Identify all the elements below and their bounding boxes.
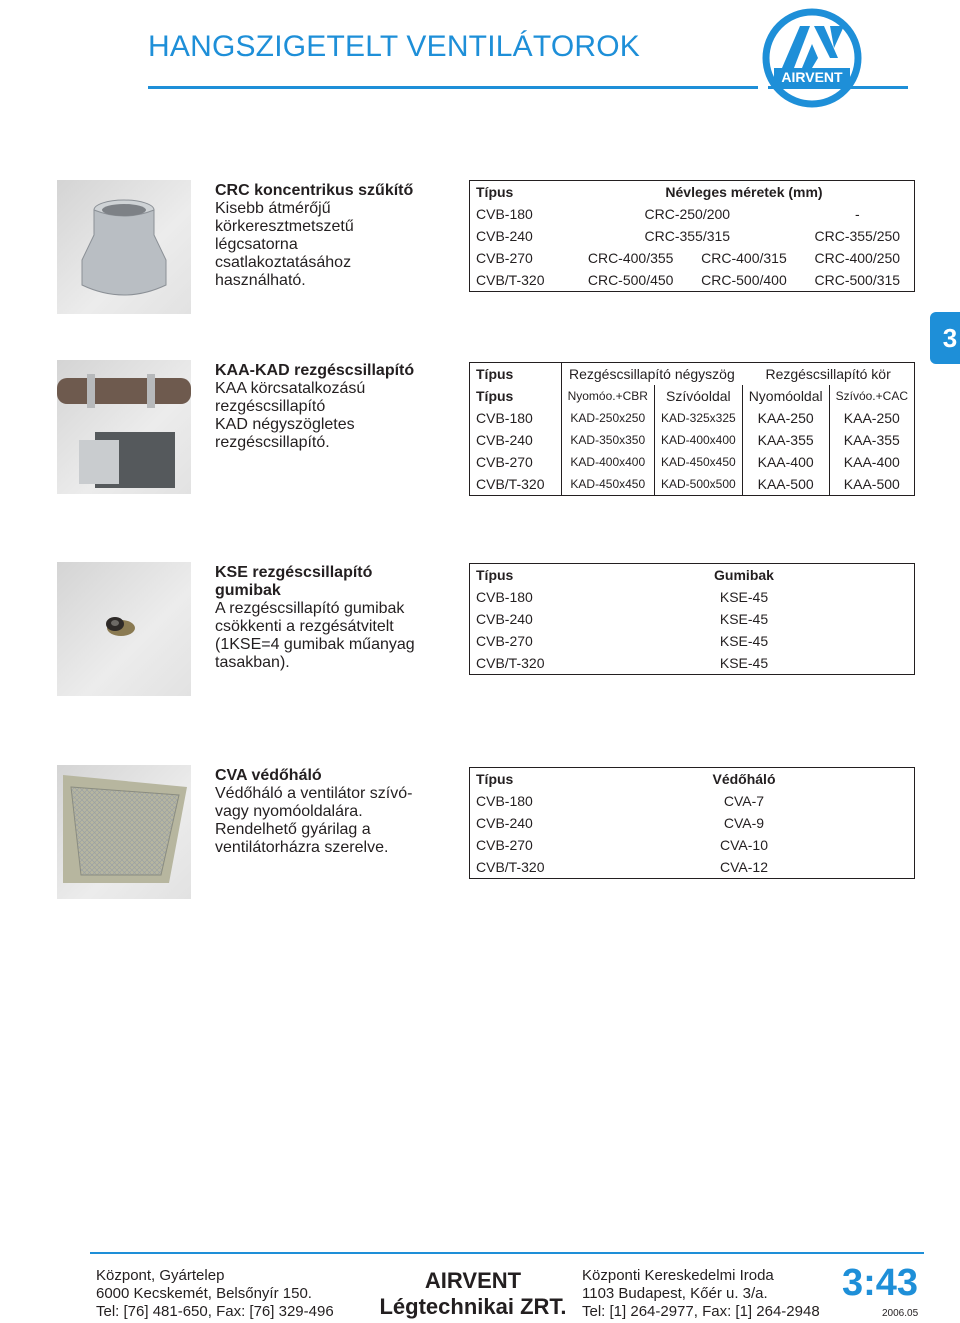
cva-title: CVA védőháló xyxy=(215,767,322,784)
column-header: Névleges méretek (mm) xyxy=(665,184,823,200)
kse-desc-line: A rezgéscsillapító gumibak xyxy=(215,600,405,617)
kaa-kad-product-photo xyxy=(57,360,191,494)
column-header: Rezgéscsillapító négyszög xyxy=(561,363,742,386)
table-cell: CVA-7 xyxy=(723,793,765,809)
table-cell: KAA-500 xyxy=(829,473,914,496)
cva-product-photo xyxy=(57,765,191,899)
table-cell: KSE-45 xyxy=(719,633,769,649)
airvent-logo xyxy=(760,6,864,110)
cva-desc-line: vagy nyomóoldalára. xyxy=(215,803,363,820)
table-header-row xyxy=(470,768,915,791)
damper-icon xyxy=(57,360,191,494)
kaa-kad-desc-line: KAA körcsatalkozású xyxy=(215,380,366,397)
kse-description xyxy=(215,564,415,672)
table-cell: CVB-270 xyxy=(476,250,533,266)
column-header: Típus xyxy=(476,366,514,382)
table-cell: KAD-450x450 xyxy=(561,473,654,496)
crc-desc-line: Kisebb átmérőjű xyxy=(215,200,331,217)
table-row xyxy=(470,586,915,608)
table-row xyxy=(470,856,915,879)
kse-desc-line: (1KSE=4 gumibak műanyag xyxy=(215,636,415,653)
crc-table xyxy=(469,180,915,292)
footer-line: Tel: [76] 481-650, Fax: [76] 329-496 xyxy=(96,1303,334,1320)
column-header: Nyomóoldal xyxy=(742,385,829,407)
table-cell: KAA-400 xyxy=(829,451,914,473)
section-tab: 3 xyxy=(930,312,960,364)
table-cell: CVB-240 xyxy=(476,432,533,448)
column-header: Nyomóo.+CBR xyxy=(561,385,654,407)
table-cell: CRC-500/400 xyxy=(701,272,787,288)
crc-desc-line: légcsatorna xyxy=(215,236,298,253)
table-cell: KAA-250 xyxy=(742,407,829,429)
table-cell: KSE-45 xyxy=(719,589,769,605)
logo-text: AIRVENT xyxy=(781,69,843,85)
cva-table xyxy=(469,767,915,879)
table-row xyxy=(470,203,915,225)
table-header-row xyxy=(470,385,915,407)
table-cell: CVB-180 xyxy=(476,589,533,605)
column-header: Típus xyxy=(476,567,514,583)
table-cell: KAA-400 xyxy=(742,451,829,473)
table-cell: KAD-325x325 xyxy=(654,407,742,429)
table-cell: KAA-500 xyxy=(742,473,829,496)
crc-title: CRC koncentrikus szűkítő xyxy=(215,182,414,199)
footer-line: Tel: [1] 264-2977, Fax: [1] 264-2948 xyxy=(582,1303,820,1320)
footer-right-address xyxy=(582,1267,820,1321)
table-row xyxy=(470,451,915,473)
table-header-row xyxy=(470,564,915,587)
footer-rule xyxy=(90,1252,924,1254)
kaa-kad-description xyxy=(215,362,414,452)
crc-description xyxy=(215,182,413,290)
guard-mesh-icon xyxy=(57,765,191,899)
table-cell: KAD-450x450 xyxy=(654,451,742,473)
header-rule xyxy=(148,86,758,89)
kaa-kad-desc-line: rezgéscsillapító. xyxy=(215,434,330,451)
table-row xyxy=(470,247,915,269)
table-row xyxy=(470,429,915,451)
table-row xyxy=(470,473,915,496)
table-cell: CVB/T-320 xyxy=(476,859,545,875)
kse-desc-line: tasakban). xyxy=(215,654,290,671)
table-cell: CVB-270 xyxy=(476,454,533,470)
kaa-kad-title: KAA-KAD rezgéscsillapító xyxy=(215,362,415,379)
kse-title: KSE rezgéscsillapító xyxy=(215,564,373,581)
footer-brand xyxy=(368,1268,578,1320)
table-cell: KAA-250 xyxy=(829,407,914,429)
column-header: Típus xyxy=(476,388,514,404)
table-cell: CVA-10 xyxy=(720,837,768,853)
table-cell: CRC-400/250 xyxy=(814,250,901,266)
table-cell: CVB-240 xyxy=(476,611,533,627)
table-cell: CRC-355/315 xyxy=(644,228,731,244)
table-cell: CVB-240 xyxy=(476,815,533,831)
table-cell: KAA-355 xyxy=(742,429,829,451)
footer-line: Központ, Gyártelep xyxy=(96,1267,225,1284)
table-header-row xyxy=(470,181,915,204)
kse-title-line2: gumibak xyxy=(215,582,281,599)
footer-left-address xyxy=(96,1267,334,1321)
footer-brand-sub: Légtechnikai ZRT. xyxy=(379,1294,567,1319)
kaa-kad-table xyxy=(469,362,915,496)
column-header: Szívóoldal xyxy=(654,385,742,407)
table-cell: KAD-400x400 xyxy=(654,429,742,451)
rubber-mount-icon xyxy=(57,562,191,696)
cva-desc-line: ventilátorházra szerelve. xyxy=(215,839,389,856)
cva-description xyxy=(215,767,412,857)
table-cell: CVB-180 xyxy=(476,793,533,809)
column-header: Típus xyxy=(476,184,514,200)
table-cell: CRC-400/355 xyxy=(587,250,674,266)
table-cell: KAD-350x350 xyxy=(561,429,654,451)
table-cell: CVB/T-320 xyxy=(476,272,545,288)
kaa-kad-desc-line: KAD négyszögletes xyxy=(215,416,355,433)
table-cell: CVB-180 xyxy=(476,410,533,426)
table-cell: KAD-400x400 xyxy=(561,451,654,473)
table-cell: CRC-400/315 xyxy=(701,250,787,266)
table-cell: CVA-12 xyxy=(720,859,768,875)
table-row xyxy=(470,630,915,652)
crc-desc-line: használható. xyxy=(215,272,306,289)
table-cell: CVB/T-320 xyxy=(476,476,545,492)
table-cell: CRC-355/250 xyxy=(814,228,901,244)
table-cell: - xyxy=(854,206,860,222)
crc-product-photo xyxy=(57,180,191,314)
table-cell: KSE-45 xyxy=(719,655,769,671)
table-cell: KAA-355 xyxy=(829,429,914,451)
footer-line: 1103 Budapest, Kőér u. 3/a. xyxy=(582,1285,768,1302)
table-row xyxy=(470,407,915,429)
footer-line: 6000 Kecskemét, Belsőnyír 150. xyxy=(96,1285,312,1302)
kse-desc-line: csökkenti a rezgésátvitelt xyxy=(215,618,394,635)
column-header: Szívóo.+CAC xyxy=(829,385,914,407)
cva-desc-line: Védőháló a ventilátor szívó- xyxy=(215,785,413,802)
edition-date: 2006.05 xyxy=(882,1308,919,1319)
table-row xyxy=(470,790,915,812)
footer-brand-name: AIRVENT xyxy=(424,1268,522,1293)
table-cell: CRC-500/315 xyxy=(814,272,901,288)
table-cell: CVB-270 xyxy=(476,633,533,649)
table-row xyxy=(470,834,915,856)
table-cell: CVB-180 xyxy=(476,206,533,222)
table-row xyxy=(470,269,915,292)
crc-reducer-icon xyxy=(57,180,191,314)
table-cell: KAD-250x250 xyxy=(561,407,654,429)
table-cell: CRC-250/200 xyxy=(644,206,731,222)
table-row xyxy=(470,608,915,630)
table-cell: KAD-500x500 xyxy=(654,473,742,496)
table-cell: CVA-9 xyxy=(723,815,765,831)
table-header-row xyxy=(470,363,915,386)
table-row xyxy=(470,652,915,675)
cva-desc-line: Rendelhető gyárilag a xyxy=(215,821,371,838)
table-row xyxy=(470,225,915,247)
table-cell: CRC-500/450 xyxy=(587,272,674,288)
crc-desc-line: körkeresztmetszetű xyxy=(215,218,354,235)
table-cell: CVB-270 xyxy=(476,837,533,853)
kse-table xyxy=(469,563,915,675)
crc-desc-line: csatlakoztatásához xyxy=(215,254,352,271)
kaa-kad-desc-line: rezgéscsillapító xyxy=(215,398,326,415)
column-header: Rezgéscsillapító kör xyxy=(765,366,891,382)
column-header: Típus xyxy=(476,771,514,787)
table-row xyxy=(470,812,915,834)
page-title: HANGSZIGETELT VENTILÁTOROK xyxy=(148,30,640,63)
footer-line: Központi Kereskedelmi Iroda xyxy=(582,1267,774,1284)
table-cell: KSE-45 xyxy=(719,611,769,627)
column-header: Védőháló xyxy=(712,771,776,787)
table-cell: CVB/T-320 xyxy=(476,655,545,671)
page-number: 3:43 xyxy=(842,1262,919,1304)
column-header: Gumibak xyxy=(714,567,774,583)
table-cell: CVB-240 xyxy=(476,228,533,244)
kse-product-photo xyxy=(57,562,191,696)
